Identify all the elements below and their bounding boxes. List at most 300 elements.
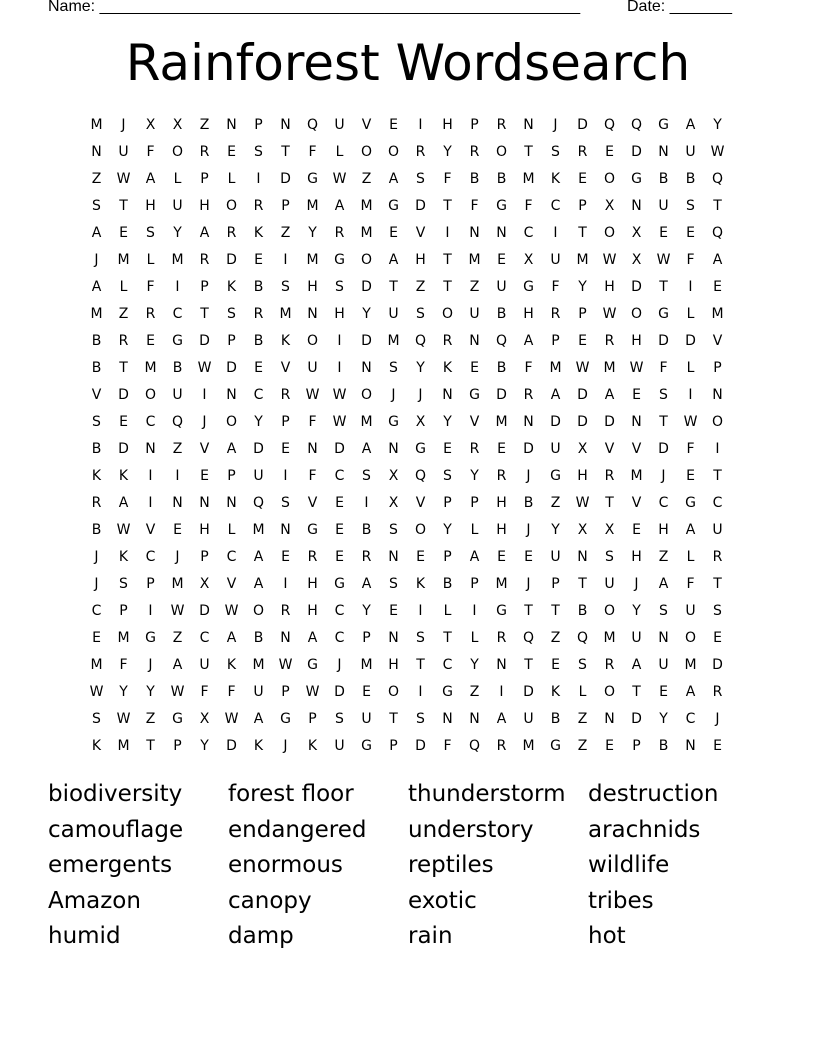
grid-letter: A — [388, 251, 399, 268]
grid-letter: X — [145, 116, 156, 133]
grid-letter: Y — [254, 413, 263, 430]
grid-letter: R — [442, 332, 453, 349]
grid-letter: J — [202, 413, 207, 430]
grid-letter: K — [91, 737, 102, 754]
grid-letter: P — [632, 737, 641, 754]
grid-letter: G — [523, 278, 534, 295]
grid-letter: N — [685, 737, 696, 754]
grid-letter: S — [659, 386, 668, 403]
grid-letter: N — [577, 548, 588, 565]
word-bank-item: Amazon — [48, 887, 141, 914]
letter-grid — [83, 111, 731, 759]
grid-letter: N — [469, 332, 480, 349]
grid-letter: P — [227, 332, 236, 349]
grid-letter: O — [387, 143, 400, 160]
grid-letter: M — [630, 467, 643, 484]
grid-letter: N — [388, 548, 399, 565]
grid-letter: A — [253, 548, 264, 565]
grid-letter: W — [305, 683, 320, 700]
grid-letter: P — [200, 278, 209, 295]
grid-letter: J — [94, 548, 99, 565]
grid-letter: I — [715, 440, 720, 457]
grid-letter: A — [253, 575, 264, 592]
grid-letter: Z — [91, 170, 102, 187]
grid-letter: U — [388, 305, 399, 322]
grid-letter: J — [634, 575, 639, 592]
grid-letter: J — [337, 656, 342, 673]
grid-letter: G — [334, 251, 345, 268]
grid-letter: R — [496, 737, 507, 754]
grid-letter: V — [361, 116, 372, 133]
grid-letter: S — [281, 494, 290, 511]
grid-letter: W — [224, 602, 239, 619]
grid-letter: I — [256, 170, 261, 187]
grid-letter: A — [523, 332, 534, 349]
grid-letter: S — [389, 575, 398, 592]
grid-letter: L — [686, 548, 695, 565]
grid-letter: J — [94, 575, 99, 592]
grid-letter: N — [226, 494, 237, 511]
grid-letter: T — [200, 305, 209, 322]
grid-letter: Z — [361, 170, 372, 187]
grid-letter: R — [550, 305, 561, 322]
grid-letter: F — [308, 467, 317, 484]
grid-letter: G — [550, 737, 561, 754]
grid-letter: Y — [173, 224, 182, 241]
grid-letter: A — [91, 224, 102, 241]
grid-letter: P — [281, 683, 290, 700]
grid-letter: E — [389, 224, 398, 241]
grid-letter: G — [658, 116, 669, 133]
grid-letter: F — [551, 278, 560, 295]
word-bank-item: reptiles — [408, 852, 494, 878]
grid-letter: L — [173, 170, 182, 187]
grid-letter: G — [388, 413, 399, 430]
grid-letter: M — [495, 413, 508, 430]
word-bank-item: humid — [48, 923, 121, 949]
grid-letter: H — [604, 278, 615, 295]
grid-letter: R — [118, 332, 129, 349]
grid-letter: B — [91, 332, 102, 349]
grid-letter: R — [469, 143, 480, 160]
grid-letter: V — [226, 575, 237, 592]
grid-letter: X — [172, 116, 183, 133]
grid-letter: B — [91, 359, 102, 376]
grid-letter: A — [550, 386, 561, 403]
grid-letter: U — [361, 710, 372, 727]
grid-letter: J — [553, 116, 558, 133]
grid-letter: T — [443, 629, 452, 646]
grid-letter: M — [684, 656, 697, 673]
grid-letter: G — [307, 656, 318, 673]
grid-letter: D — [523, 683, 534, 700]
grid-letter: N — [307, 305, 318, 322]
grid-letter: X — [631, 224, 642, 241]
word-bank-item: destruction — [588, 781, 719, 807]
grid-letter: Y — [470, 656, 479, 673]
grid-letter: D — [550, 413, 561, 430]
grid-letter: D — [577, 413, 588, 430]
grid-letter: D — [658, 332, 669, 349]
grid-letter: I — [553, 224, 558, 241]
grid-letter: D — [604, 413, 615, 430]
grid-letter: N — [496, 656, 507, 673]
grid-letter: W — [170, 602, 185, 619]
grid-letter: R — [280, 602, 291, 619]
grid-letter: E — [632, 386, 641, 403]
grid-letter: M — [306, 251, 319, 268]
grid-letter: L — [470, 521, 479, 538]
grid-letter: M — [117, 629, 130, 646]
grid-letter: X — [388, 494, 399, 511]
grid-letter: N — [442, 386, 453, 403]
grid-letter: M — [495, 575, 508, 592]
grid-letter: H — [496, 521, 507, 538]
grid-letter: T — [146, 737, 155, 754]
grid-letter: A — [145, 170, 156, 187]
grid-letter: A — [334, 197, 345, 214]
grid-letter: M — [522, 737, 535, 754]
grid-letter: G — [280, 710, 291, 727]
grid-letter: P — [713, 359, 722, 376]
grid-letter: F — [443, 737, 452, 754]
grid-letter: D — [361, 332, 372, 349]
grid-letter: B — [253, 278, 264, 295]
grid-letter: B — [91, 440, 102, 457]
grid-letter: U — [118, 143, 129, 160]
grid-letter: M — [306, 197, 319, 214]
grid-letter: T — [713, 575, 722, 592]
grid-letter: Z — [577, 737, 588, 754]
grid-letter: T — [659, 413, 668, 430]
grid-letter: K — [118, 548, 129, 565]
grid-letter: O — [603, 224, 616, 241]
grid-letter: M — [279, 305, 292, 322]
grid-letter: P — [470, 494, 479, 511]
grid-letter: D — [199, 602, 210, 619]
grid-letter: U — [307, 359, 318, 376]
grid-letter: N — [145, 440, 156, 457]
grid-letter: Y — [632, 602, 641, 619]
grid-letter: D — [712, 656, 723, 673]
word-bank-item: rain — [408, 923, 453, 949]
grid-letter: M — [522, 170, 535, 187]
grid-letter: H — [199, 197, 210, 214]
grid-letter: S — [713, 602, 722, 619]
grid-letter: I — [283, 251, 288, 268]
grid-letter: C — [91, 602, 102, 619]
grid-letter: K — [442, 359, 453, 376]
grid-letter: P — [227, 467, 236, 484]
grid-letter: E — [389, 602, 398, 619]
grid-letter: U — [172, 386, 183, 403]
grid-letter: F — [200, 683, 209, 700]
grid-letter: Z — [550, 629, 561, 646]
grid-letter: M — [360, 656, 373, 673]
grid-letter: N — [469, 710, 480, 727]
grid-letter: U — [685, 602, 696, 619]
grid-letter: M — [117, 737, 130, 754]
grid-letter: E — [416, 548, 425, 565]
grid-letter: H — [199, 521, 210, 538]
grid-letter: V — [631, 494, 642, 511]
grid-letter: Z — [469, 278, 480, 295]
grid-letter: C — [226, 548, 237, 565]
grid-letter: I — [418, 683, 423, 700]
grid-letter: X — [199, 710, 210, 727]
grid-letter: J — [526, 575, 531, 592]
grid-letter: U — [172, 197, 183, 214]
grid-letter: W — [656, 251, 671, 268]
grid-letter: C — [442, 656, 453, 673]
grid-letter: V — [415, 494, 426, 511]
grid-letter: B — [469, 170, 480, 187]
grid-letter: I — [175, 467, 180, 484]
grid-letter: R — [604, 656, 615, 673]
grid-letter: K — [226, 278, 237, 295]
grid-letter: T — [578, 575, 587, 592]
grid-letter: B — [658, 737, 669, 754]
grid-letter: U — [253, 467, 264, 484]
grid-letter: R — [91, 494, 102, 511]
grid-letter: O — [603, 602, 616, 619]
grid-letter: R — [712, 683, 723, 700]
grid-letter: V — [631, 440, 642, 457]
grid-letter: I — [283, 575, 288, 592]
grid-letter: W — [197, 359, 212, 376]
grid-letter: S — [416, 629, 425, 646]
word-bank-item: understory — [408, 816, 534, 843]
grid-letter: T — [389, 278, 398, 295]
grid-letter: R — [199, 251, 210, 268]
grid-letter: W — [602, 251, 617, 268]
grid-letter: S — [146, 224, 155, 241]
grid-letter: N — [631, 413, 642, 430]
grid-letter: Y — [200, 737, 209, 754]
grid-letter: J — [715, 710, 720, 727]
grid-letter: K — [280, 332, 291, 349]
date-field-label: Date: _______ — [627, 0, 732, 15]
grid-letter: N — [469, 224, 480, 241]
grid-letter: L — [227, 521, 236, 538]
grid-letter: O — [441, 305, 454, 322]
grid-letter: E — [497, 251, 506, 268]
grid-letter: D — [118, 386, 129, 403]
grid-letter: G — [442, 683, 453, 700]
word-bank-item: emergents — [48, 852, 173, 878]
grid-letter: M — [117, 251, 130, 268]
grid-letter: G — [307, 521, 318, 538]
grid-letter: C — [685, 710, 696, 727]
grid-letter: I — [364, 494, 369, 511]
word-bank — [48, 777, 768, 955]
grid-letter: D — [523, 440, 534, 457]
word-bank-item: thunderstorm — [408, 781, 566, 807]
grid-letter: B — [658, 170, 669, 187]
grid-letter: M — [549, 359, 562, 376]
grid-letter: E — [173, 521, 182, 538]
grid-letter: N — [496, 224, 507, 241]
grid-letter: N — [280, 521, 291, 538]
grid-letter: M — [576, 251, 589, 268]
grid-letter: L — [335, 143, 344, 160]
grid-letter: L — [686, 305, 695, 322]
grid-letter: A — [712, 251, 723, 268]
grid-letter: Y — [551, 521, 560, 538]
word-bank-item: exotic — [408, 887, 477, 914]
grid-letter: T — [443, 197, 452, 214]
grid-letter: N — [226, 386, 237, 403]
grid-letter: Z — [550, 494, 561, 511]
grid-letter: J — [526, 467, 531, 484]
grid-letter: U — [685, 143, 696, 160]
grid-letter: G — [172, 332, 183, 349]
grid-letter: G — [388, 197, 399, 214]
grid-letter: R — [253, 305, 264, 322]
grid-letter: R — [145, 305, 156, 322]
grid-letter: L — [227, 170, 236, 187]
grid-letter: M — [90, 656, 103, 673]
grid-letter: E — [200, 467, 209, 484]
grid-letter: G — [172, 710, 183, 727]
grid-letter: X — [523, 251, 534, 268]
grid-letter: M — [252, 521, 265, 538]
grid-letter: O — [414, 521, 427, 538]
grid-letter: P — [578, 305, 587, 322]
grid-letter: R — [496, 116, 507, 133]
grid-letter: P — [119, 602, 128, 619]
grid-letter: N — [280, 629, 291, 646]
grid-letter: N — [658, 629, 669, 646]
grid-letter: I — [337, 359, 342, 376]
grid-letter: Z — [415, 278, 426, 295]
grid-letter: P — [146, 575, 155, 592]
grid-letter: Z — [145, 710, 156, 727]
grid-letter: A — [685, 683, 696, 700]
grid-letter: P — [254, 116, 263, 133]
grid-letter: T — [524, 143, 533, 160]
grid-letter: L — [443, 602, 452, 619]
grid-letter: C — [253, 386, 264, 403]
grid-letter: E — [659, 683, 668, 700]
grid-letter: B — [685, 170, 696, 187]
grid-letter: P — [389, 737, 398, 754]
grid-letter: Q — [414, 332, 427, 349]
grid-letter: P — [470, 116, 479, 133]
word-bank-item: arachnids — [588, 816, 701, 843]
grid-letter: F — [146, 278, 155, 295]
word-bank-item: damp — [228, 923, 294, 949]
grid-letter: V — [604, 440, 615, 457]
grid-letter: Q — [711, 224, 724, 241]
grid-letter: S — [389, 359, 398, 376]
grid-letter: F — [470, 197, 479, 214]
grid-letter: W — [224, 710, 239, 727]
grid-letter: U — [199, 656, 210, 673]
grid-letter: E — [551, 656, 560, 673]
grid-letter: O — [252, 602, 265, 619]
grid-letter: X — [577, 440, 588, 457]
grid-letter: Q — [630, 116, 643, 133]
grid-letter: R — [307, 548, 318, 565]
grid-letter: T — [659, 278, 668, 295]
name-field-label: Name: ______________________________________________________ — [48, 0, 581, 15]
grid-letter: W — [305, 386, 320, 403]
grid-letter: T — [416, 656, 425, 673]
grid-letter: I — [148, 494, 153, 511]
grid-letter: I — [175, 278, 180, 295]
grid-letter: D — [496, 386, 507, 403]
grid-letter: S — [659, 602, 668, 619]
grid-letter: W — [332, 413, 347, 430]
grid-letter: S — [389, 521, 398, 538]
grid-letter: H — [145, 197, 156, 214]
grid-letter: F — [443, 170, 452, 187]
grid-letter: E — [713, 629, 722, 646]
grid-letter: H — [307, 575, 318, 592]
grid-letter: E — [254, 251, 263, 268]
word-bank-item: wildlife — [588, 852, 670, 878]
grid-letter: M — [171, 575, 184, 592]
word-bank-item: endangered — [228, 816, 367, 843]
grid-letter: V — [469, 413, 480, 430]
grid-letter: N — [604, 710, 615, 727]
grid-letter: S — [119, 575, 128, 592]
grid-letter: P — [443, 548, 452, 565]
grid-letter: A — [307, 629, 318, 646]
grid-letter: A — [361, 440, 372, 457]
grid-letter: O — [603, 170, 616, 187]
grid-letter: H — [631, 332, 642, 349]
grid-letter: T — [119, 197, 128, 214]
grid-letter: N — [307, 440, 318, 457]
grid-letter: G — [550, 467, 561, 484]
grid-letter: B — [523, 494, 534, 511]
grid-letter: Q — [414, 467, 427, 484]
grid-letter: A — [172, 656, 183, 673]
grid-letter: B — [361, 521, 372, 538]
grid-letter: C — [199, 629, 210, 646]
grid-letter: I — [283, 467, 288, 484]
grid-letter: Y — [659, 710, 668, 727]
grid-letter: E — [281, 440, 290, 457]
grid-letter: K — [550, 170, 561, 187]
grid-letter: W — [629, 359, 644, 376]
grid-letter: U — [334, 737, 345, 754]
grid-letter: Y — [362, 602, 371, 619]
grid-letter: P — [281, 413, 290, 430]
grid-letter: F — [686, 575, 695, 592]
grid-letter: A — [91, 278, 102, 295]
grid-letter: L — [686, 359, 695, 376]
grid-letter: O — [225, 197, 238, 214]
grid-letter: T — [281, 143, 290, 160]
grid-letter: P — [200, 548, 209, 565]
grid-letter: N — [442, 710, 453, 727]
grid-letter: X — [577, 521, 588, 538]
grid-letter: F — [227, 683, 236, 700]
grid-letter: C — [712, 494, 723, 511]
grid-letter: A — [631, 656, 642, 673]
word-bank-item: canopy — [228, 887, 312, 914]
grid-letter: S — [92, 197, 101, 214]
grid-letter: A — [604, 386, 615, 403]
grid-letter: P — [173, 737, 182, 754]
grid-letter: C — [523, 224, 534, 241]
grid-letter: Q — [252, 494, 265, 511]
grid-letter: K — [307, 737, 318, 754]
grid-letter: N — [226, 116, 237, 133]
